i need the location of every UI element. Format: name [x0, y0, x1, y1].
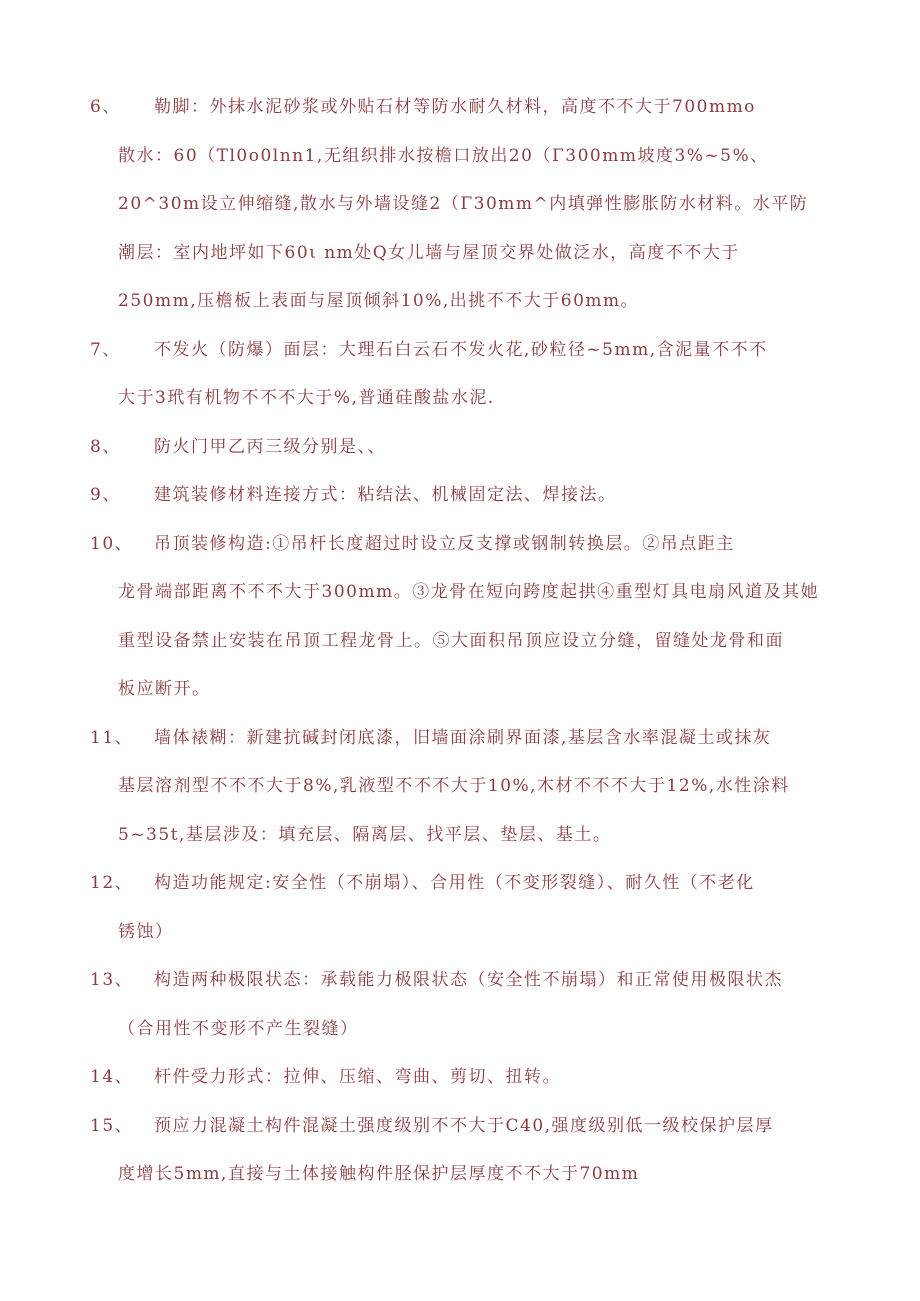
item-text: 大于3玳有机物不不不大于%,普通硅酸盐水泥. [118, 388, 495, 408]
list-item [90, 956, 850, 1053]
item-first-line [90, 956, 850, 1005]
item-text: 重型设备禁止安装在吊顶工程龙骨上。⑤大面积吊顶应设立分缝，留缝处龙骨和面 [118, 630, 784, 651]
item-text: 防火门甲乙丙三级分别是、、 [154, 436, 386, 457]
item-continuation-line [90, 811, 850, 860]
list-item [90, 471, 850, 520]
item-first-line [90, 1053, 850, 1102]
item-text: 吊顶装修构造:①吊杆长度超过时设立反支撑或钢制转换层。②吊点距主 [154, 533, 735, 554]
list-item [90, 423, 850, 472]
item-text: 度增长5mm,直接与土体接触构件胫保护层厚度不不大于70mm [118, 1164, 640, 1184]
item-continuation-line [90, 762, 850, 811]
item-text: 构造两种极限状态：承载能力极限状态（安全性不崩塌）和正常使用极限状杰 [154, 970, 783, 990]
item-continuation-line [90, 908, 850, 957]
item-text: 250mm,压檐板上表面与屋顶倾斜10%,出挑不不大于60mm。 [118, 291, 640, 311]
item-continuation-line [90, 132, 850, 181]
item-first-line [90, 1102, 850, 1151]
item-text: 基层溶剂型不不不大于8%,乳液型不不不大于10%,木材不不不大于12%,水性涂料 [118, 776, 790, 796]
item-text: 龙骨端部距离不不不大于300mm。③龙骨在短向跨度起拱④重型灯具电扇风道及其她 [118, 582, 820, 602]
item-first-line [90, 326, 850, 375]
item-text: 板应断开。 [118, 679, 211, 699]
item-first-line [90, 714, 850, 763]
list-item [90, 326, 850, 423]
item-text: 20^30m设立伸缩缝,散水与外墙设缝2（Γ30mm^内填弹性膨胀防水材料。水平防 [118, 194, 809, 214]
item-text: 构造功能规定:安全性（不崩塌）、合用性（不变形裂缝）、耐久性（不老化 [154, 873, 755, 893]
item-continuation-line [90, 374, 850, 423]
item-number: 7、 [90, 339, 121, 360]
item-text: 散水：60（Tl0o0lnn1,无组织排水按檐口放出20（Γ300mm坡度3%~5%、 [118, 145, 769, 166]
item-number: 14、 [90, 1067, 134, 1087]
item-continuation-line [90, 1150, 850, 1199]
item-text: 杆件受力形式：拉伸、压缩、弯曲、剪切、扭转。 [154, 1067, 561, 1087]
item-text: 预应力混凝土构件混凝土强度级别不不大于C40,强度级别低一级校保护层厚 [154, 1115, 774, 1136]
item-continuation-line [90, 1005, 850, 1054]
item-text: 勒脚：外抹水泥砂浆或外贴石材等防水耐久材料，高度不不大于700mmo [154, 97, 756, 117]
item-continuation-line [90, 665, 850, 714]
item-first-line [90, 83, 850, 132]
item-continuation-line [90, 180, 850, 229]
item-first-line [90, 423, 850, 472]
item-text: 5~35t,基层涉及：填充层、隔离层、找平层、垫层、基土。 [118, 824, 612, 845]
item-text: 潮层：室内地坪如下60ι nm处Q女儿墙与屋顶交界处做泛水，高度不不大于 [118, 242, 740, 263]
item-number: 9、 [90, 485, 121, 505]
item-continuation-line [90, 568, 850, 617]
list-item [90, 859, 850, 956]
item-text: （合用性不变形不产生裂缝） [118, 1018, 359, 1039]
item-number: 6、 [90, 97, 121, 117]
item-first-line [90, 520, 850, 569]
item-first-line [90, 471, 850, 520]
item-number: 12、 [90, 873, 134, 893]
item-number: 8、 [90, 436, 121, 457]
item-number: 10、 [90, 533, 134, 554]
list-item [90, 1053, 850, 1102]
item-text: 建筑装修材料连接方式：粘结法、机械固定法、焊接法。 [154, 485, 617, 505]
item-continuation-line [90, 617, 850, 666]
item-text: 不发火（防爆）面层：大理石白云石不发火花,砂粒径~5mm,含泥量不不不 [154, 339, 768, 360]
item-continuation-line [90, 277, 850, 326]
item-number: 15、 [90, 1115, 134, 1136]
list-item [90, 1102, 850, 1199]
item-first-line [90, 859, 850, 908]
list-item [90, 714, 850, 860]
item-text: 墙体裱糊：新建抗碱封闭底漆，旧墙面涂刷界面漆,基层含水率混凝土或抹灰 [154, 727, 772, 748]
item-continuation-line [90, 229, 850, 278]
list-item [90, 520, 850, 714]
list-item [90, 83, 850, 326]
item-number: 13、 [90, 970, 134, 990]
item-number: 11、 [90, 727, 134, 748]
item-text: 锈蚀） [118, 921, 174, 942]
